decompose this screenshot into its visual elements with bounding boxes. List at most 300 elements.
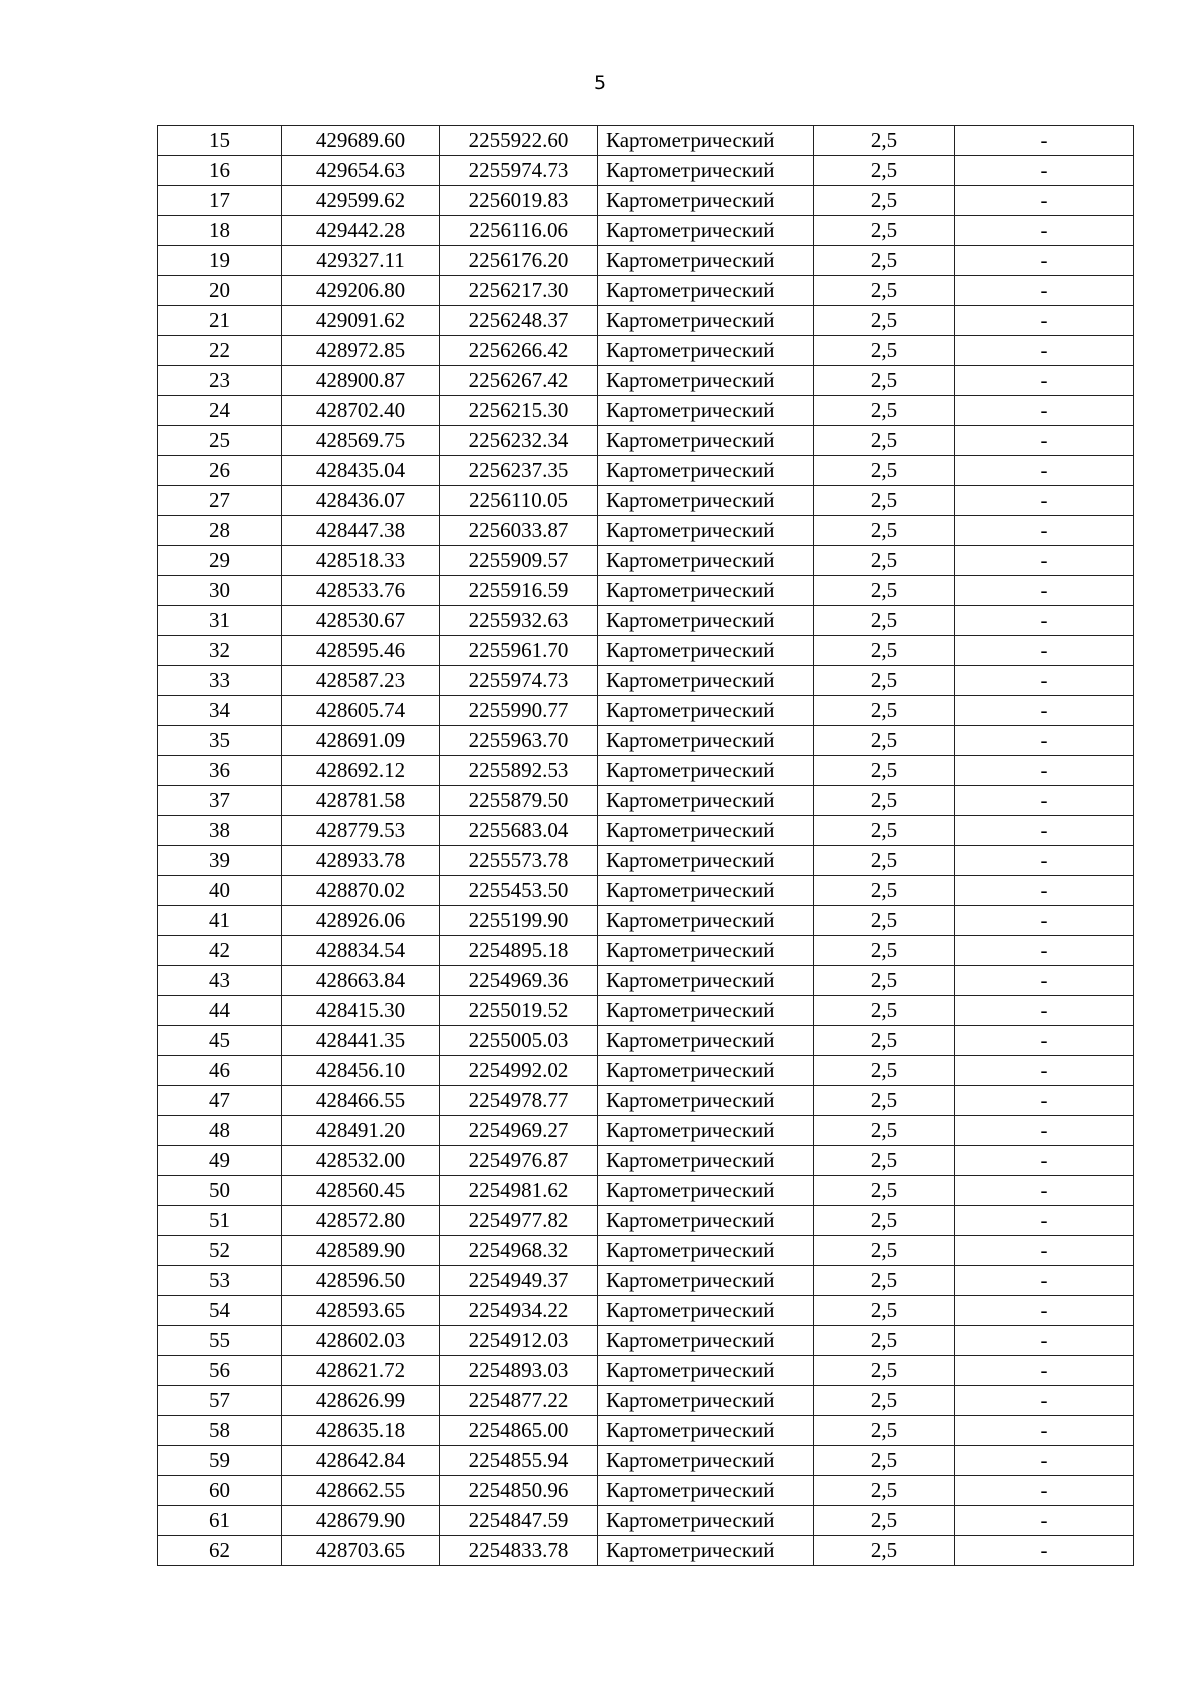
determination-method-cell: Картометрический — [598, 306, 814, 336]
point-number-cell: 32 — [158, 636, 282, 666]
x-coordinate-cell: 428621.72 — [282, 1356, 440, 1386]
point-number-cell: 48 — [158, 1116, 282, 1146]
table-row — [158, 846, 1134, 876]
table-row — [158, 366, 1134, 396]
determination-method-cell: Картометрический — [598, 246, 814, 276]
note-cell: - — [955, 546, 1134, 576]
y-coordinate-cell: 2254850.96 — [440, 1476, 598, 1506]
table-row — [158, 516, 1134, 546]
y-coordinate-cell: 2255879.50 — [440, 786, 598, 816]
determination-method-cell: Картометрический — [598, 366, 814, 396]
accuracy-cell: 2,5 — [814, 576, 955, 606]
note-cell: - — [955, 936, 1134, 966]
note-cell: - — [955, 1386, 1134, 1416]
y-coordinate-cell: 2254976.87 — [440, 1146, 598, 1176]
accuracy-cell: 2,5 — [814, 786, 955, 816]
determination-method-cell: Картометрический — [598, 546, 814, 576]
accuracy-cell: 2,5 — [814, 426, 955, 456]
note-cell: - — [955, 456, 1134, 486]
x-coordinate-cell: 428692.12 — [282, 756, 440, 786]
table-row — [158, 546, 1134, 576]
accuracy-cell: 2,5 — [814, 996, 955, 1026]
determination-method-cell: Картометрический — [598, 336, 814, 366]
point-number-cell: 15 — [158, 126, 282, 156]
x-coordinate-cell: 428589.90 — [282, 1236, 440, 1266]
table-row — [158, 606, 1134, 636]
point-number-cell: 38 — [158, 816, 282, 846]
y-coordinate-cell: 2255916.59 — [440, 576, 598, 606]
y-coordinate-cell: 2254865.00 — [440, 1416, 598, 1446]
determination-method-cell: Картометрический — [598, 786, 814, 816]
y-coordinate-cell: 2254977.82 — [440, 1206, 598, 1236]
accuracy-cell: 2,5 — [814, 366, 955, 396]
point-number-cell: 51 — [158, 1206, 282, 1236]
accuracy-cell: 2,5 — [814, 1416, 955, 1446]
y-coordinate-cell: 2255922.60 — [440, 126, 598, 156]
y-coordinate-cell: 2255683.04 — [440, 816, 598, 846]
x-coordinate-cell: 428587.23 — [282, 666, 440, 696]
table-row — [158, 456, 1134, 486]
y-coordinate-cell: 2254934.22 — [440, 1296, 598, 1326]
table-row — [158, 786, 1134, 816]
point-number-cell: 50 — [158, 1176, 282, 1206]
x-coordinate-cell: 428663.84 — [282, 966, 440, 996]
determination-method-cell: Картометрический — [598, 1296, 814, 1326]
point-number-cell: 17 — [158, 186, 282, 216]
table-row — [158, 426, 1134, 456]
table-row — [158, 246, 1134, 276]
note-cell: - — [955, 1086, 1134, 1116]
y-coordinate-cell: 2254981.62 — [440, 1176, 598, 1206]
x-coordinate-cell: 428560.45 — [282, 1176, 440, 1206]
note-cell: - — [955, 516, 1134, 546]
accuracy-cell: 2,5 — [814, 846, 955, 876]
note-cell: - — [955, 426, 1134, 456]
x-coordinate-cell: 428569.75 — [282, 426, 440, 456]
accuracy-cell: 2,5 — [814, 516, 955, 546]
y-coordinate-cell: 2255453.50 — [440, 876, 598, 906]
note-cell: - — [955, 1266, 1134, 1296]
table-row — [158, 186, 1134, 216]
point-number-cell: 19 — [158, 246, 282, 276]
note-cell: - — [955, 1026, 1134, 1056]
accuracy-cell: 2,5 — [814, 1176, 955, 1206]
accuracy-cell: 2,5 — [814, 726, 955, 756]
note-cell: - — [955, 756, 1134, 786]
x-coordinate-cell: 428491.20 — [282, 1116, 440, 1146]
y-coordinate-cell: 2254895.18 — [440, 936, 598, 966]
note-cell: - — [955, 1176, 1134, 1206]
note-cell: - — [955, 696, 1134, 726]
note-cell: - — [955, 126, 1134, 156]
determination-method-cell: Картометрический — [598, 966, 814, 996]
table-row — [158, 1206, 1134, 1236]
note-cell: - — [955, 1476, 1134, 1506]
point-number-cell: 41 — [158, 906, 282, 936]
determination-method-cell: Картометрический — [598, 816, 814, 846]
point-number-cell: 33 — [158, 666, 282, 696]
table-row — [158, 1386, 1134, 1416]
point-number-cell: 62 — [158, 1536, 282, 1566]
accuracy-cell: 2,5 — [814, 876, 955, 906]
accuracy-cell: 2,5 — [814, 756, 955, 786]
accuracy-cell: 2,5 — [814, 186, 955, 216]
table-row — [158, 1506, 1134, 1536]
point-number-cell: 46 — [158, 1056, 282, 1086]
table-row — [158, 1266, 1134, 1296]
x-coordinate-cell: 428834.54 — [282, 936, 440, 966]
y-coordinate-cell: 2256267.42 — [440, 366, 598, 396]
y-coordinate-cell: 2254855.94 — [440, 1446, 598, 1476]
determination-method-cell: Картометрический — [598, 516, 814, 546]
note-cell: - — [955, 876, 1134, 906]
x-coordinate-cell: 428533.76 — [282, 576, 440, 606]
determination-method-cell: Картометрический — [598, 276, 814, 306]
y-coordinate-cell: 2254877.22 — [440, 1386, 598, 1416]
accuracy-cell: 2,5 — [814, 276, 955, 306]
point-number-cell: 53 — [158, 1266, 282, 1296]
y-coordinate-cell: 2255974.73 — [440, 666, 598, 696]
point-number-cell: 55 — [158, 1326, 282, 1356]
x-coordinate-cell: 428781.58 — [282, 786, 440, 816]
x-coordinate-cell: 428679.90 — [282, 1506, 440, 1536]
note-cell: - — [955, 996, 1134, 1026]
x-coordinate-cell: 428662.55 — [282, 1476, 440, 1506]
accuracy-cell: 2,5 — [814, 246, 955, 276]
y-coordinate-cell: 2256217.30 — [440, 276, 598, 306]
y-coordinate-cell: 2256033.87 — [440, 516, 598, 546]
y-coordinate-cell: 2255909.57 — [440, 546, 598, 576]
y-coordinate-cell: 2256266.42 — [440, 336, 598, 366]
determination-method-cell: Картометрический — [598, 1476, 814, 1506]
table-row — [158, 996, 1134, 1026]
table-row — [158, 576, 1134, 606]
x-coordinate-cell: 428447.38 — [282, 516, 440, 546]
point-number-cell: 43 — [158, 966, 282, 996]
x-coordinate-cell: 429206.80 — [282, 276, 440, 306]
table-row — [158, 1086, 1134, 1116]
table-row — [158, 936, 1134, 966]
table-row — [158, 1236, 1134, 1266]
accuracy-cell: 2,5 — [814, 1326, 955, 1356]
point-number-cell: 35 — [158, 726, 282, 756]
x-coordinate-cell: 429689.60 — [282, 126, 440, 156]
x-coordinate-cell: 429654.63 — [282, 156, 440, 186]
x-coordinate-cell: 428530.67 — [282, 606, 440, 636]
y-coordinate-cell: 2254847.59 — [440, 1506, 598, 1536]
accuracy-cell: 2,5 — [814, 1206, 955, 1236]
note-cell: - — [955, 1206, 1134, 1236]
accuracy-cell: 2,5 — [814, 126, 955, 156]
point-number-cell: 22 — [158, 336, 282, 366]
x-coordinate-cell: 428635.18 — [282, 1416, 440, 1446]
x-coordinate-cell: 428926.06 — [282, 906, 440, 936]
x-coordinate-cell: 428972.85 — [282, 336, 440, 366]
table-row — [158, 336, 1134, 366]
y-coordinate-cell: 2255199.90 — [440, 906, 598, 936]
table-row — [158, 666, 1134, 696]
determination-method-cell: Картометрический — [598, 936, 814, 966]
y-coordinate-cell: 2256176.20 — [440, 246, 598, 276]
x-coordinate-cell: 428605.74 — [282, 696, 440, 726]
x-coordinate-cell: 428900.87 — [282, 366, 440, 396]
y-coordinate-cell: 2254978.77 — [440, 1086, 598, 1116]
determination-method-cell: Картометрический — [598, 126, 814, 156]
accuracy-cell: 2,5 — [814, 1356, 955, 1386]
y-coordinate-cell: 2254912.03 — [440, 1326, 598, 1356]
point-number-cell: 34 — [158, 696, 282, 726]
point-number-cell: 49 — [158, 1146, 282, 1176]
y-coordinate-cell: 2254893.03 — [440, 1356, 598, 1386]
note-cell: - — [955, 636, 1134, 666]
table-row — [158, 696, 1134, 726]
determination-method-cell: Картометрический — [598, 456, 814, 486]
note-cell: - — [955, 1356, 1134, 1386]
accuracy-cell: 2,5 — [814, 1026, 955, 1056]
point-number-cell: 56 — [158, 1356, 282, 1386]
determination-method-cell: Картометрический — [598, 396, 814, 426]
determination-method-cell: Картометрический — [598, 636, 814, 666]
note-cell: - — [955, 186, 1134, 216]
note-cell: - — [955, 906, 1134, 936]
determination-method-cell: Картометрический — [598, 1086, 814, 1116]
y-coordinate-cell: 2255019.52 — [440, 996, 598, 1026]
accuracy-cell: 2,5 — [814, 936, 955, 966]
x-coordinate-cell: 428518.33 — [282, 546, 440, 576]
table-row — [158, 1146, 1134, 1176]
table-row — [158, 1476, 1134, 1506]
x-coordinate-cell: 428572.80 — [282, 1206, 440, 1236]
coordinates-table-body — [158, 126, 1134, 1566]
x-coordinate-cell: 429091.62 — [282, 306, 440, 336]
determination-method-cell: Картометрический — [598, 996, 814, 1026]
y-coordinate-cell: 2255961.70 — [440, 636, 598, 666]
accuracy-cell: 2,5 — [814, 1536, 955, 1566]
determination-method-cell: Картометрический — [598, 756, 814, 786]
table-row — [158, 726, 1134, 756]
determination-method-cell: Картометрический — [598, 426, 814, 456]
note-cell: - — [955, 576, 1134, 606]
accuracy-cell: 2,5 — [814, 606, 955, 636]
point-number-cell: 31 — [158, 606, 282, 636]
y-coordinate-cell: 2255005.03 — [440, 1026, 598, 1056]
point-number-cell: 24 — [158, 396, 282, 426]
x-coordinate-cell: 428779.53 — [282, 816, 440, 846]
y-coordinate-cell: 2254992.02 — [440, 1056, 598, 1086]
x-coordinate-cell: 428456.10 — [282, 1056, 440, 1086]
accuracy-cell: 2,5 — [814, 1116, 955, 1146]
y-coordinate-cell: 2254969.27 — [440, 1116, 598, 1146]
accuracy-cell: 2,5 — [814, 306, 955, 336]
note-cell: - — [955, 666, 1134, 696]
table-row — [158, 906, 1134, 936]
point-number-cell: 59 — [158, 1446, 282, 1476]
point-number-cell: 23 — [158, 366, 282, 396]
x-coordinate-cell: 428626.99 — [282, 1386, 440, 1416]
x-coordinate-cell: 429599.62 — [282, 186, 440, 216]
point-number-cell: 39 — [158, 846, 282, 876]
note-cell: - — [955, 246, 1134, 276]
y-coordinate-cell: 2255892.53 — [440, 756, 598, 786]
table-row — [158, 756, 1134, 786]
note-cell: - — [955, 336, 1134, 366]
x-coordinate-cell: 428596.50 — [282, 1266, 440, 1296]
x-coordinate-cell: 428441.35 — [282, 1026, 440, 1056]
x-coordinate-cell: 428532.00 — [282, 1146, 440, 1176]
accuracy-cell: 2,5 — [814, 1146, 955, 1176]
y-coordinate-cell: 2255963.70 — [440, 726, 598, 756]
table-row — [158, 816, 1134, 846]
note-cell: - — [955, 816, 1134, 846]
point-number-cell: 60 — [158, 1476, 282, 1506]
note-cell: - — [955, 1056, 1134, 1086]
accuracy-cell: 2,5 — [814, 1266, 955, 1296]
table-row — [158, 636, 1134, 666]
note-cell: - — [955, 1146, 1134, 1176]
determination-method-cell: Картометрический — [598, 156, 814, 186]
y-coordinate-cell: 2254969.36 — [440, 966, 598, 996]
point-number-cell: 45 — [158, 1026, 282, 1056]
determination-method-cell: Картометрический — [598, 1506, 814, 1536]
accuracy-cell: 2,5 — [814, 1236, 955, 1266]
table-row — [158, 276, 1134, 306]
determination-method-cell: Картометрический — [598, 606, 814, 636]
coordinates-table — [157, 125, 1134, 1566]
accuracy-cell: 2,5 — [814, 1056, 955, 1086]
point-number-cell: 29 — [158, 546, 282, 576]
y-coordinate-cell: 2254949.37 — [440, 1266, 598, 1296]
x-coordinate-cell: 428593.65 — [282, 1296, 440, 1326]
note-cell: - — [955, 1236, 1134, 1266]
note-cell: - — [955, 306, 1134, 336]
accuracy-cell: 2,5 — [814, 336, 955, 366]
determination-method-cell: Картометрический — [598, 1386, 814, 1416]
determination-method-cell: Картометрический — [598, 486, 814, 516]
x-coordinate-cell: 428703.65 — [282, 1536, 440, 1566]
determination-method-cell: Картометрический — [598, 1356, 814, 1386]
table-row — [158, 156, 1134, 186]
y-coordinate-cell: 2256237.35 — [440, 456, 598, 486]
x-coordinate-cell: 429442.28 — [282, 216, 440, 246]
point-number-cell: 36 — [158, 756, 282, 786]
table-row — [158, 1056, 1134, 1086]
x-coordinate-cell: 428870.02 — [282, 876, 440, 906]
determination-method-cell: Картометрический — [598, 1056, 814, 1086]
determination-method-cell: Картометрический — [598, 726, 814, 756]
accuracy-cell: 2,5 — [814, 1476, 955, 1506]
y-coordinate-cell: 2255932.63 — [440, 606, 598, 636]
y-coordinate-cell: 2256215.30 — [440, 396, 598, 426]
determination-method-cell: Картометрический — [598, 1326, 814, 1356]
determination-method-cell: Картометрический — [598, 906, 814, 936]
determination-method-cell: Картометрический — [598, 1026, 814, 1056]
point-number-cell: 37 — [158, 786, 282, 816]
accuracy-cell: 2,5 — [814, 1506, 955, 1536]
accuracy-cell: 2,5 — [814, 456, 955, 486]
accuracy-cell: 2,5 — [814, 1296, 955, 1326]
note-cell: - — [955, 606, 1134, 636]
note-cell: - — [955, 1536, 1134, 1566]
y-coordinate-cell: 2256232.34 — [440, 426, 598, 456]
x-coordinate-cell: 428933.78 — [282, 846, 440, 876]
determination-method-cell: Картометрический — [598, 666, 814, 696]
y-coordinate-cell: 2256110.05 — [440, 486, 598, 516]
point-number-cell: 27 — [158, 486, 282, 516]
determination-method-cell: Картометрический — [598, 876, 814, 906]
x-coordinate-cell: 428602.03 — [282, 1326, 440, 1356]
point-number-cell: 16 — [158, 156, 282, 186]
note-cell: - — [955, 216, 1134, 246]
accuracy-cell: 2,5 — [814, 396, 955, 426]
note-cell: - — [955, 1416, 1134, 1446]
determination-method-cell: Картометрический — [598, 846, 814, 876]
accuracy-cell: 2,5 — [814, 666, 955, 696]
note-cell: - — [955, 1116, 1134, 1146]
accuracy-cell: 2,5 — [814, 816, 955, 846]
table-row — [158, 1296, 1134, 1326]
point-number-cell: 28 — [158, 516, 282, 546]
note-cell: - — [955, 1326, 1134, 1356]
note-cell: - — [955, 966, 1134, 996]
y-coordinate-cell: 2255974.73 — [440, 156, 598, 186]
point-number-cell: 18 — [158, 216, 282, 246]
x-coordinate-cell: 428595.46 — [282, 636, 440, 666]
point-number-cell: 52 — [158, 1236, 282, 1266]
note-cell: - — [955, 276, 1134, 306]
point-number-cell: 47 — [158, 1086, 282, 1116]
determination-method-cell: Картометрический — [598, 1176, 814, 1206]
accuracy-cell: 2,5 — [814, 216, 955, 246]
point-number-cell: 25 — [158, 426, 282, 456]
point-number-cell: 54 — [158, 1296, 282, 1326]
accuracy-cell: 2,5 — [814, 1386, 955, 1416]
accuracy-cell: 2,5 — [814, 156, 955, 186]
table-row — [158, 126, 1134, 156]
accuracy-cell: 2,5 — [814, 546, 955, 576]
x-coordinate-cell: 428436.07 — [282, 486, 440, 516]
table-row — [158, 1356, 1134, 1386]
y-coordinate-cell: 2256019.83 — [440, 186, 598, 216]
table-row — [158, 1176, 1134, 1206]
y-coordinate-cell: 2254968.32 — [440, 1236, 598, 1266]
page-number: 5 — [593, 72, 607, 94]
note-cell: - — [955, 486, 1134, 516]
determination-method-cell: Картометрический — [598, 1416, 814, 1446]
note-cell: - — [955, 726, 1134, 756]
table-row — [158, 1446, 1134, 1476]
accuracy-cell: 2,5 — [814, 1446, 955, 1476]
determination-method-cell: Картометрический — [598, 216, 814, 246]
accuracy-cell: 2,5 — [814, 966, 955, 996]
note-cell: - — [955, 156, 1134, 186]
point-number-cell: 61 — [158, 1506, 282, 1536]
point-number-cell: 44 — [158, 996, 282, 1026]
determination-method-cell: Картометрический — [598, 1206, 814, 1236]
table-row — [158, 306, 1134, 336]
y-coordinate-cell: 2256116.06 — [440, 216, 598, 246]
x-coordinate-cell: 428415.30 — [282, 996, 440, 1026]
table-row — [158, 1326, 1134, 1356]
table-row — [158, 1536, 1134, 1566]
table-row — [158, 1416, 1134, 1446]
determination-method-cell: Картометрический — [598, 186, 814, 216]
determination-method-cell: Картометрический — [598, 1266, 814, 1296]
note-cell: - — [955, 366, 1134, 396]
x-coordinate-cell: 428642.84 — [282, 1446, 440, 1476]
point-number-cell: 20 — [158, 276, 282, 306]
point-number-cell: 57 — [158, 1386, 282, 1416]
determination-method-cell: Картометрический — [598, 576, 814, 606]
